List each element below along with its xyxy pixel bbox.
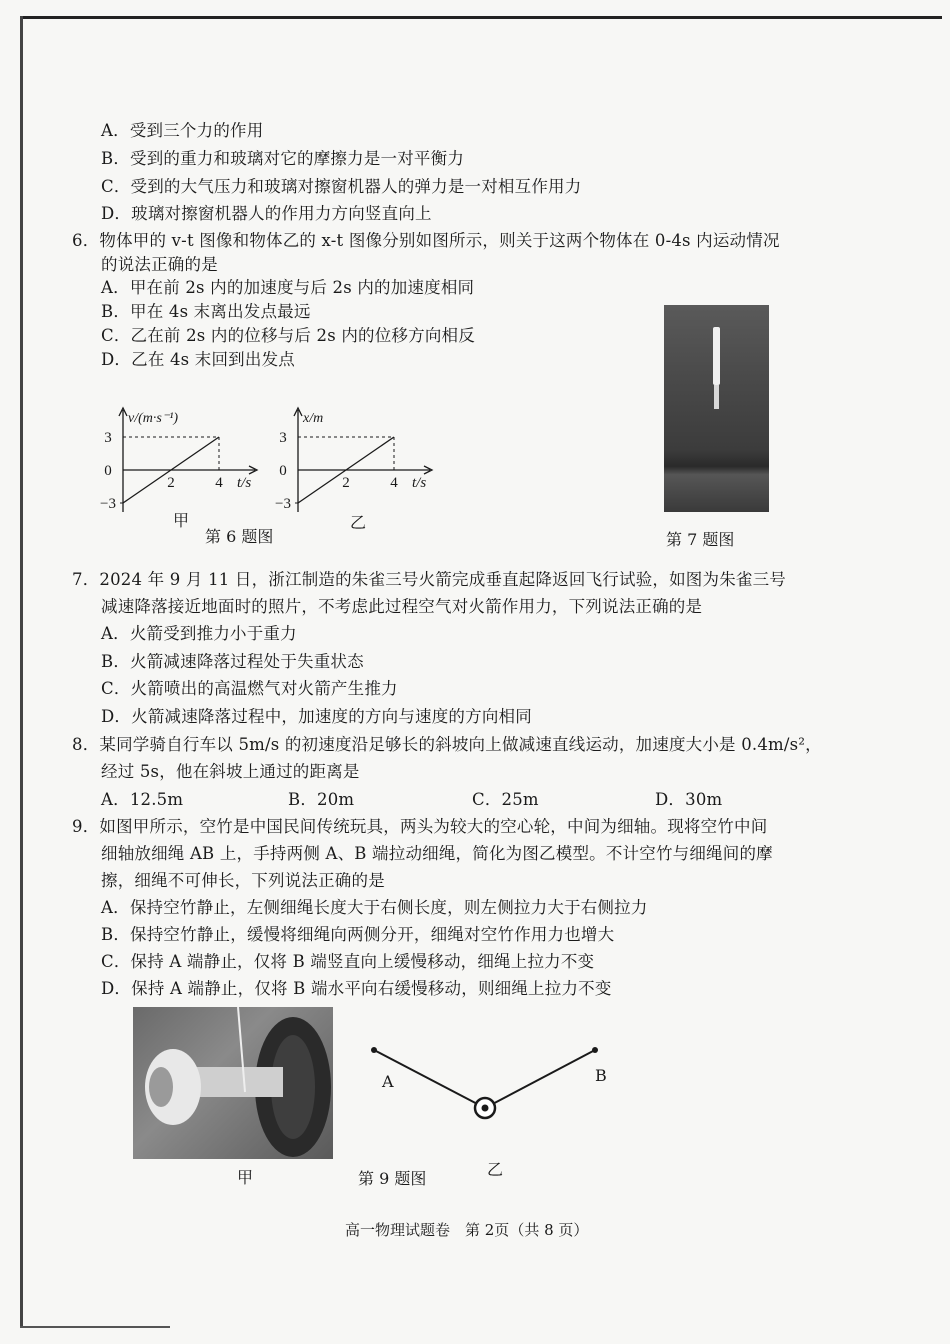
q9-option-c: C．保持 A 端静止，仅将 B 端竖直向上缓慢移动，细绳上拉力不变 xyxy=(101,952,595,971)
q9-option-d: D．保持 A 端静止，仅将 B 端水平向右缓慢移动，则细绳上拉力不变 xyxy=(101,979,612,998)
q6-option-c: C．乙在前 2s 内的位移与后 2s 内的位移方向相反 xyxy=(101,326,475,345)
diabolo-illustration xyxy=(133,1007,333,1159)
q9-stem-line3: 擦，细绳不可伸长，下列说法正确的是 xyxy=(101,871,385,890)
q8-option-c: C．25m xyxy=(472,790,539,809)
q9-label-b: B xyxy=(595,1066,607,1085)
rocket-body xyxy=(713,327,720,385)
rope-right xyxy=(485,1050,595,1108)
q9-stem-line2: 细轴放细绳 AB 上，手持两侧 A、B 端拉动细绳，简化为图乙模型。不计空竹与细绳间的摩 xyxy=(101,844,773,863)
q9-figure-caption: 第 9 题图 xyxy=(358,1169,427,1188)
y-tick-label: 3 xyxy=(279,430,287,446)
page-footer: 高一物理试题卷 第 2页（共 8 页） xyxy=(345,1221,589,1239)
q6-option-a: A．甲在前 2s 内的加速度与后 2s 内的加速度相同 xyxy=(101,278,475,297)
q6-stem-line2: 的说法正确的是 xyxy=(101,255,218,274)
q5-option-d: D．玻璃对擦窗机器人的作用力方向竖直向上 xyxy=(101,204,432,223)
y-tick-label: 3 xyxy=(104,430,112,446)
q7-stem-line2: 减速降落接近地面时的照片，不考虑此过程空气对火箭作用力，下列说法正确的是 xyxy=(101,597,703,616)
y-tick-label: 0 xyxy=(279,463,287,479)
q7-figure-caption: 第 7 题图 xyxy=(666,530,735,549)
graph-jia xyxy=(100,408,257,512)
q9-diagram xyxy=(360,1040,620,1130)
q8-stem-line2: 经过 5s，他在斜坡上通过的距离是 xyxy=(101,762,360,781)
x-tick-label: 4 xyxy=(215,475,223,491)
q9-label-jia: 甲 xyxy=(237,1168,254,1187)
y-tick-label: −3 xyxy=(100,496,116,512)
y-axis-label: x/m xyxy=(303,411,324,426)
q6-stem-line1: 6．物体甲的 v-t 图像和物体乙的 x-t 图像分别如图所示，则关于这两个物体在 0-4s 内运动情况 xyxy=(72,231,780,250)
graph-jia-label: 甲 xyxy=(173,511,190,530)
q8-option-b: B．20m xyxy=(288,790,355,809)
q9-option-a: A．保持空竹静止，左侧细绳长度大于右侧长度，则左侧拉力大于右侧拉力 xyxy=(101,898,648,917)
q8-option-a: A．12.5m xyxy=(101,790,184,809)
rocket-photo xyxy=(664,305,769,512)
x-tick-label: 2 xyxy=(167,475,175,491)
scan-border-top xyxy=(20,16,942,19)
y-axis-label: v/(m·s⁻¹) xyxy=(128,411,179,426)
rocket-exhaust xyxy=(714,385,719,409)
x-axis-label: t/s xyxy=(412,475,427,491)
diabolo-photo xyxy=(133,1007,333,1159)
q7-option-a: A．火箭受到推力小于重力 xyxy=(101,624,297,643)
q9-option-b: B．保持空竹静止，缓慢将细绳向两侧分开，细绳对空竹作用力也增大 xyxy=(101,925,615,944)
y-tick-label: 0 xyxy=(104,463,112,479)
q9-stem-line1: 9．如图甲所示，空竹是中国民间传统玩具，两头为较大的空心轮，中间为细轴。现将空竹中间 xyxy=(72,817,768,836)
graph-yi xyxy=(275,408,432,512)
end-b xyxy=(592,1047,598,1053)
q5-option-a: A．受到三个力的作用 xyxy=(101,121,264,140)
q7-option-b: B．火箭减速降落过程处于失重状态 xyxy=(101,652,364,671)
y-tick-label: −3 xyxy=(275,496,291,512)
x-tick-label: 4 xyxy=(390,475,398,491)
q6-figure-caption: 第 6 题图 xyxy=(205,527,274,546)
q5-option-c: C．受到的大气压力和玻璃对擦窗机器人的弹力是一对相互作用力 xyxy=(101,177,582,196)
scan-border-left xyxy=(20,16,23,1326)
q9-label-yi: 乙 xyxy=(487,1160,504,1179)
x-axis-label: t/s xyxy=(237,475,252,491)
q6-option-b: B．甲在 4s 末离出发点最远 xyxy=(101,302,311,321)
q9-label-a: A xyxy=(382,1072,394,1091)
graph-yi-label: 乙 xyxy=(350,513,367,532)
end-a xyxy=(371,1047,377,1053)
q8-stem-line1: 8．某同学骑自行车以 5m/s 的初速度沿足够长的斜坡向上做减速直线运动，加速度大小是 0.4m/s²， xyxy=(72,735,822,754)
q7-stem-line1: 7．2024 年 9 月 11 日，浙江制造的朱雀三号火箭完成垂直起降返回飞行试验，如图为朱雀三号 xyxy=(72,570,787,589)
q6-option-d: D．乙在 4s 末回到出发点 xyxy=(101,350,295,369)
q7-option-c: C．火箭喷出的高温燃气对火箭产生推力 xyxy=(101,679,398,698)
scan-border-bottom xyxy=(20,1326,170,1328)
q5-option-b: B．受到的重力和玻璃对它的摩擦力是一对平衡力 xyxy=(101,149,465,168)
diabolo-axle xyxy=(482,1105,489,1112)
q8-option-d: D．30m xyxy=(655,790,723,809)
q7-option-d: D．火箭减速降落过程中，加速度的方向与速度的方向相同 xyxy=(101,707,532,726)
x-tick-label: 2 xyxy=(342,475,350,491)
q6-graphs xyxy=(95,400,445,530)
